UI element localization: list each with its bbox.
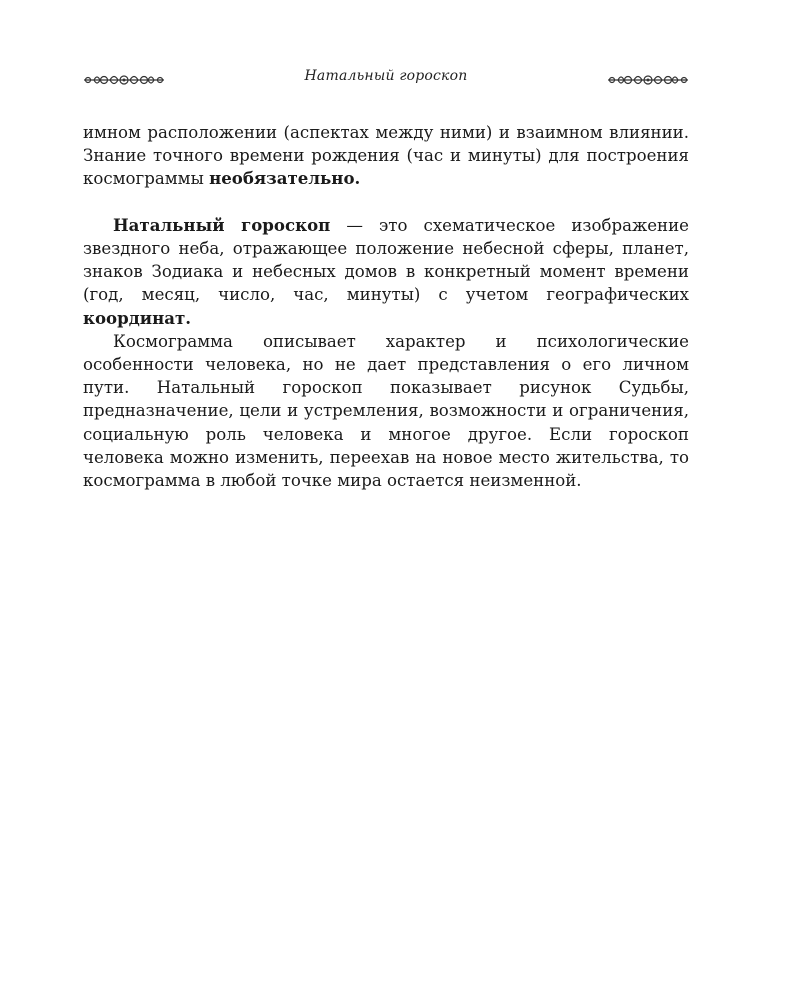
paragraph-text: имном расположении (аспектах между ними) и взаимном влиянии. Знание точного времени рождения (час и минуты) для построения космограммы: [83, 123, 689, 189]
page-body: [83, 121, 689, 492]
paragraph-continuation: [83, 121, 689, 191]
paragraph-text: Космограмма описывает характер и психологические особенности человека, но не дает представления о его личном пути. Натальный гороскоп показывает рисунок Судьбы, предназначение, цели и устремления, возможности и ограничения, социальную роль человека и многое другое. Если гороскоп человека можно изменить, переехав на новое место жительства, то космограмма в любой точке мира остается неизменной.: [83, 331, 689, 491]
ornament-right-icon: [606, 70, 690, 90]
emphasis-text: координат.: [83, 307, 192, 328]
paragraph-cosmogram: [83, 330, 689, 492]
paragraph-definition: [83, 214, 689, 330]
paragraph-text: — это схематическое изображение звездного неба, отражающее положение небесной сферы, планет, знаков Зодиака и небесных домов в конкретный момент времени (год, месяц, число, час, минуты) с учетом географических: [83, 215, 689, 305]
running-title: Натальный гороскоп: [304, 68, 468, 84]
page-header: [82, 64, 690, 94]
term-natal-horoscope: Натальный гороскоп: [113, 214, 331, 235]
emphasis-text: необязательно.: [209, 168, 361, 189]
